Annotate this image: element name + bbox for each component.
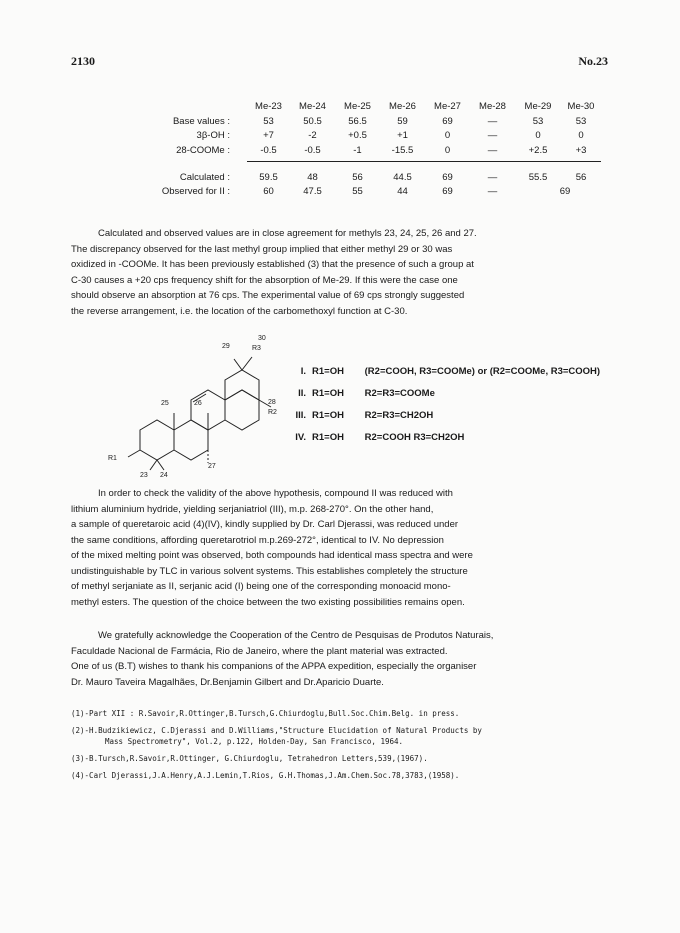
col-header: Me-27: [434, 100, 461, 112]
r2-r3-groups: R2=COOH R3=CH2OH: [364, 432, 465, 443]
text-line: Dr. Mauro Taveira Magalhães, Dr.Benjamin Gilbert and Dr.Aparicio Duarte.: [71, 676, 384, 688]
shift-table: [120, 98, 601, 199]
text-line: lithium aluminium hydride, yielding serjaniatriol (III), m.p. 268-270°. On the other hand,: [71, 503, 434, 515]
text-line: Calculated and observed values are in close agreement for methyls 23, 24, 25, 26 and 27.: [98, 228, 477, 239]
table-cell: 60: [263, 186, 274, 198]
reference-item: (4)-Carl Djerassi,J.A.Henry,A.J.Lemin,T.Rios, G.H.Thomas,J.Am.Chem.Soc.78,3783,(1958).: [71, 771, 460, 780]
issue-number: No.23: [578, 54, 608, 68]
table-cell: 69: [442, 186, 453, 198]
references: [71, 708, 611, 787]
r2-r3-groups: R2=R3=CH2OH: [364, 410, 434, 421]
table-row: [120, 184, 601, 199]
row-label: 3β-OH :: [196, 130, 230, 142]
table-cell: 44.5: [393, 171, 412, 183]
table-cell: 0: [444, 144, 451, 156]
table-cell: -0.5: [304, 144, 321, 156]
reference-item: (3)-B.Tursch,R.Savoir,R.Ottinger, G.Chiurdoglu, Tetrahedron Letters,539,(1967).: [71, 754, 428, 763]
col-header: Me-26: [389, 100, 416, 112]
formula-line: [284, 366, 600, 377]
text-line: oxidized in -COOMe. It has been previously established (3) that the presence of such a group at: [71, 259, 474, 270]
table-cell: 47.5: [303, 186, 322, 198]
table-cell: +2.5: [528, 144, 548, 156]
page-number: 2130: [71, 54, 95, 68]
r1-group: R1=OH: [312, 432, 344, 443]
text-line: of methyl serjaniate as II, serjanic acid (I) being one of the corresponding monoacid mono-: [71, 581, 451, 592]
table-cell: 56: [352, 171, 363, 183]
r1-group: R1=OH: [312, 366, 344, 377]
paragraph-nmr-discussion: [71, 226, 611, 319]
row-label: Base values :: [172, 115, 230, 127]
table-cell: 56.5: [348, 115, 367, 127]
label-c29: 29: [222, 343, 230, 350]
table-cell: -1: [353, 144, 362, 156]
paragraph-reduction-experiment: [71, 486, 611, 610]
text-line: methyl esters. The question of the choice between the two existing possibilities remains open.: [71, 596, 465, 608]
table-cell: 53: [575, 115, 587, 127]
table-cell: —: [487, 144, 498, 156]
text-line: of the mixed melting point was observed, both compounds had identical mass spectra and were: [71, 550, 473, 561]
compound-number: III.: [295, 410, 306, 421]
compound-number: IV.: [295, 432, 306, 443]
label-c27: 27: [208, 463, 216, 470]
table-cell: 69: [442, 171, 453, 183]
table-row: [120, 170, 601, 185]
row-label: Observed for II :: [161, 186, 230, 198]
table-cell: 55: [352, 186, 363, 198]
table-cell: 0: [444, 130, 451, 142]
label-r2: R2: [268, 409, 277, 416]
reference-item: (1)-Part XII : R.Savoir,R.Ottinger,B.Tursch,G.Chiurdoglu,Bull.Soc.Chim.Belg. in press.: [71, 709, 460, 718]
table-row: [120, 129, 601, 144]
paragraph-acknowledgements: [71, 628, 611, 690]
table-cell: 0: [578, 130, 584, 142]
table-cell: 44: [397, 186, 408, 198]
label-c24: 24: [160, 472, 168, 479]
text-line: undistinguishable by TLC in various solvent systems. This establishes completely the structure: [71, 565, 468, 577]
text-line: One of us (B.T) wishes to thank his companions of the APPA expedition, especially the organiser: [71, 661, 477, 672]
table-cell: 59.5: [259, 171, 278, 183]
table-cell: -2: [308, 130, 317, 142]
r1-group: R1=OH: [312, 410, 344, 421]
compound-number: I.: [300, 366, 306, 377]
formula-line: [284, 388, 435, 399]
table-cell: —: [487, 171, 498, 183]
table-cell: 56: [575, 171, 587, 183]
table-cell: 0: [535, 130, 541, 142]
table-header-row: [120, 98, 601, 114]
table-cell: 53: [263, 115, 274, 127]
table-cell: —: [487, 115, 498, 127]
col-header: Me-29: [524, 100, 552, 112]
label-r3: R3: [252, 345, 261, 352]
text-line: a sample of queretaroic acid (4)(IV), kindly supplied by Dr. Carl Djerassi, was reduced under: [71, 519, 459, 530]
r2-r3-groups: R2=R3=COOMe: [364, 388, 435, 399]
label-c25: 25: [161, 400, 169, 407]
table-cell: 69: [559, 186, 571, 198]
text-line: should observe an absorption at 76 cps. The experimental value of 69 cps strongly suggested: [71, 290, 465, 301]
row-label: Calculated :: [179, 171, 230, 183]
label-c23: 23: [140, 472, 148, 479]
r1-group: R1=OH: [312, 388, 344, 399]
label-c26: 26: [194, 400, 202, 407]
triterpene-structure: [100, 335, 280, 495]
table-cell: 50.5: [303, 115, 322, 127]
table-cell: —: [487, 186, 498, 198]
table-cell: 53: [532, 115, 544, 127]
text-line: the reverse arrangement, i.e. the location of the carbomethoxyl function at C-30.: [71, 305, 408, 317]
table-cell: —: [487, 130, 498, 142]
r2-r3-groups: (R2=COOH, R3=COOMe) or (R2=COOMe, R3=COOH): [364, 366, 601, 377]
col-header: Me-23: [255, 100, 282, 112]
table-row: [120, 114, 601, 129]
label-c30: 30: [258, 335, 266, 342]
table-cell: +7: [263, 130, 274, 142]
table-cell: -15.5: [391, 144, 414, 156]
table-row: [120, 143, 601, 158]
text-line: Faculdade Nacional de Farmácia, Rio de Janeiro, where the plant material was extracted.: [71, 645, 448, 657]
text-line: We gratefully acknowledge the Cooperation of the Centro de Pesquisas de Produtos Naturais,: [98, 630, 494, 641]
table-cell: 59: [397, 115, 408, 127]
table-cell: +1: [397, 130, 408, 142]
table-cell: -0.5: [260, 144, 277, 156]
reference-item: (2)-H.Budzikiewicz, C.Djerassi and D.Williams,"Structure Elucidation of Natural Products by: [71, 726, 482, 735]
col-header: Me-24: [299, 100, 326, 112]
label-c28: 28: [268, 399, 276, 406]
col-header: Me-28: [479, 100, 506, 112]
text-line: In order to check the validity of the above hypothesis, compound II was reduced with: [98, 488, 453, 499]
formula-line: [284, 432, 464, 443]
table-cell: 55.5: [528, 171, 548, 183]
table-cell: 69: [442, 115, 453, 127]
compound-number: II.: [298, 388, 306, 399]
text-line: the same conditions, affording queretarotriol m.p.269-272°, identical to IV. No depression: [71, 534, 444, 546]
label-r1: R1: [108, 455, 117, 462]
col-header: Me-25: [344, 100, 371, 112]
row-label: 28-COOMe :: [176, 144, 230, 156]
table-cell: +3: [575, 144, 587, 156]
text-line: The discrepancy observed for the last methyl group implied that either methyl 29 or 30 was: [71, 243, 453, 255]
table-cell: 48: [307, 171, 318, 183]
col-header: Me-30: [567, 100, 595, 112]
structure-drawing: [100, 335, 280, 495]
table-cell: +0.5: [348, 130, 367, 142]
text-line: C-30 causes a +20 cps frequency shift for the absorption of Me-29. If this were the case one: [71, 274, 458, 286]
reference-item-continuation: Mass Spectrometry", Vol.2, p.122, Holden-Day, San Francisco, 1964.: [105, 737, 404, 746]
formula-line: [284, 410, 433, 421]
